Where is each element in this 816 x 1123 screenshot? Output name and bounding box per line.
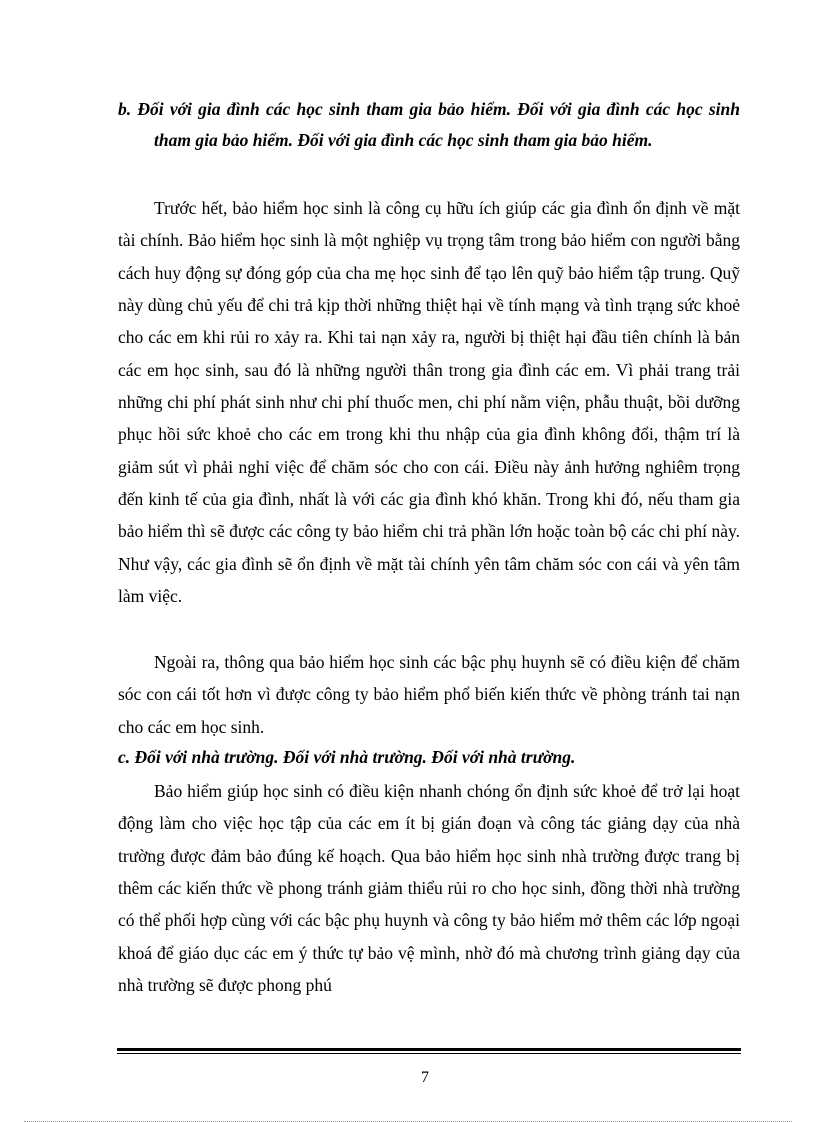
section-c-paragraph-1: Bảo hiểm giúp học sinh có điều kiện nhanh chóng ổn định sức khoẻ để trở lại hoạt động làm cho việc học tập của các em ít bị gián đoạn và công tác giảng dạy của nhà trường được đảm bảo đúng kế hoạch. Qua bảo hiểm học sinh nhà trường được trang bị thêm các kiến thức về phong tránh giảm thiểu rủi ro cho học sinh, đồng thời nhà trường có thể phối hợp cùng với các bậc phụ huynh và công ty bảo hiểm mở thêm các lớp ngoại khoá để giáo dục các em ý thức tự bảo vệ mình, nhờ đó mà chương trình giảng dạy của nhà trường sẽ được phong phú [118, 781, 740, 996]
section-b-paragraph-2: Ngoài ra, thông qua bảo hiểm học sinh các bậc phụ huynh sẽ có điều kiện để chăm sóc con cái tốt hơn vì được công ty bảo hiểm phổ biến kiến thức về phòng tránh tai nạn cho các em học sinh. [118, 652, 740, 737]
footer-rule-thin [117, 1053, 741, 1054]
page-edge-divider [24, 1121, 792, 1122]
section-b-paragraph-1: Trước hết, bảo hiểm học sinh là công cụ hữu ích giúp các gia đình ổn định về mặt tài chính. Bảo hiểm học sinh là một nghiệp vụ trọng tâm trong bảo hiểm con người bằng cách huy động sự đóng góp của cha mẹ học sinh để tạo lên quỹ bảo hiểm tập trung. Quỹ này dùng chủ yếu để chi trả kịp thời những thiệt hại về tính mạng và tình trạng sức khoẻ cho các em khi rủi ro xảy ra. Khi tai nạn xảy ra, người bị thiệt hại đầu tiên chính là bản các em học sinh, sau đó là những người thân trong gia đình các em. Vì phải trang trải những chi phí phát sinh như chi phí thuốc men, chi phí nằm viện, phẫu thuật, bồi dưỡng phục hồi sức khoẻ cho các em trong khi thu nhập của gia đình không đổi, thậm trí là giảm sút vì phải nghỉ việc để chăm sóc cho con cái. Điều này ảnh hưởng nghiêm trọng đến kinh tế của gia đình, nhất là với các gia đình khó khăn. Trong khi đó, nếu tham gia bảo hiểm thì sẽ được các công ty bảo hiểm chi trả phần lớn hoặc toàn bộ các chi phí này. Như vậy, các gia đình sẽ ổn định về mặt tài chính yên tâm chăm sóc con cái và yên tâm làm việc. [118, 198, 740, 607]
section-c-heading: c. Đối với nhà trường. Đối với nhà trường. Đối với nhà trường. [118, 747, 576, 767]
footer-rule-thick [117, 1048, 741, 1051]
page-number: 7 [421, 1069, 429, 1086]
section-b-heading: b. Đối với gia đình các học sinh tham gia bảo hiểm. Đối với gia đình các học sinh tham gia bảo hiểm. Đối với gia đình các học sinh tham gia bảo hiểm. [118, 99, 740, 150]
